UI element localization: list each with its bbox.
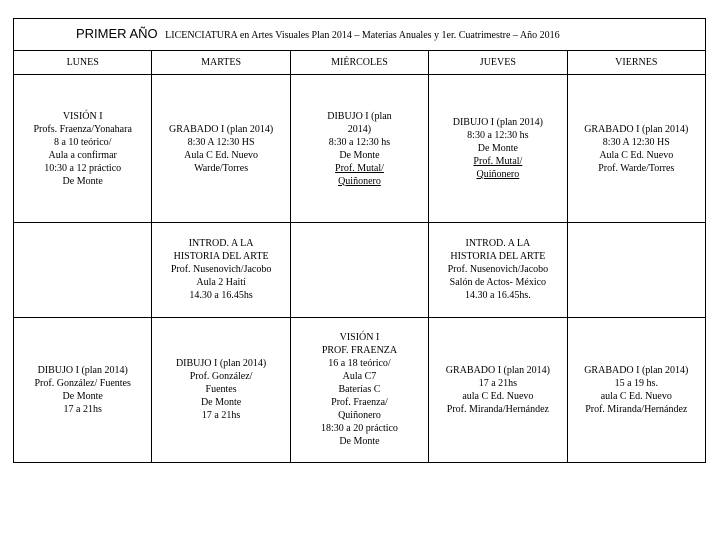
cell-line: Aula 2 Haití — [196, 277, 246, 289]
class-cell-wednesday-afternoon — [290, 222, 428, 317]
cell-line: Aula a confirmar — [48, 149, 117, 161]
cell-line: 8:30 a 12:30 hs — [328, 136, 391, 148]
class-cell-thursday-morning — [429, 75, 567, 222]
cell-line: HISTORIA DEL ARTE — [173, 251, 269, 263]
cell-line: 17 a 21hs — [478, 377, 518, 389]
schedule-row-morning — [14, 75, 706, 222]
cell-line: Prof. González/ Fuentes — [34, 377, 131, 389]
cell-line: Aula C Ed. Nuevo — [184, 149, 259, 161]
schedule-table — [13, 18, 706, 463]
cell-line: DIBUJO I (plan — [327, 110, 392, 122]
class-cell-thursday-afternoon — [429, 222, 567, 317]
cell-line: 18:30 a 20 práctico — [321, 423, 398, 435]
cell-line: Warde/Torres — [194, 162, 249, 174]
class-cell-tuesday-morning — [152, 75, 290, 222]
cell-line: Quiñonero — [338, 410, 381, 422]
day-header-friday: VIERNES — [567, 51, 705, 75]
class-cell-monday-morning — [14, 75, 152, 222]
cell-line: Quiñonero — [338, 175, 381, 187]
schedule-row-afternoon — [14, 222, 706, 317]
cell-line: VISIÓN I — [339, 332, 380, 344]
cell-line: Prof. Fraenza/ — [331, 397, 388, 409]
cell-line: 17 a 21hs — [201, 410, 241, 422]
cell-line: Prof. González/ — [189, 371, 253, 383]
class-cell-friday-afternoon — [567, 222, 705, 317]
cell-line: DIBUJO I (plan 2014) — [452, 117, 543, 129]
cell-line: Prof. Mutal/ — [335, 162, 384, 174]
cell-line: HISTORIA DEL ARTE — [450, 251, 546, 263]
class-cell-friday-morning — [567, 75, 705, 222]
class-cell-wednesday-evening — [290, 317, 428, 462]
cell-line: GRABADO I (plan 2014) — [584, 364, 689, 376]
title-cell — [14, 19, 706, 51]
program-subtitle: LICENCIATURA en Artes Visuales Plan 2014 – Materias Anuales y 1er. Cuatrimestre – Año 2016 — [165, 30, 560, 42]
cell-line: Prof. Nusenovich/Jacobo — [447, 264, 549, 276]
cell-line: Salón de Actos- México — [449, 277, 547, 289]
cell-line: 17 a 21hs — [63, 403, 102, 415]
cell-line: Prof. Warde/Torres — [598, 162, 675, 174]
cell-line: aula C Ed. Nuevo — [462, 390, 534, 402]
day-header-thursday: JUEVES — [429, 51, 567, 75]
cell-line: 2014) — [347, 123, 372, 135]
title-row — [14, 19, 706, 51]
cell-line: Prof. Miranda/Hernández — [446, 403, 549, 415]
cell-line: De Monte — [477, 143, 518, 155]
cell-line: Quiñonero — [476, 169, 520, 181]
cell-line: DIBUJO I (plan 2014) — [37, 364, 128, 376]
cell-line: Prof. Mutal/ — [473, 156, 523, 168]
cell-line: 16 a 18 teórico/ — [328, 358, 391, 370]
cell-line: DIBUJO I (plan 2014) — [175, 358, 267, 370]
cell-line: De Monte — [339, 149, 380, 161]
day-header-tuesday: MARTES — [152, 51, 290, 75]
cell-line: Prof. Nusenovich/Jacobo — [170, 264, 272, 276]
cell-line: GRABADO I (plan 2014) — [445, 364, 550, 376]
class-cell-friday-evening — [567, 317, 705, 462]
cell-line: Prof. Miranda/Hernández — [585, 403, 688, 415]
cell-line: GRABADO I (plan 2014) — [169, 123, 274, 135]
cell-line: 14.30 a 16.45hs. — [464, 290, 531, 302]
cell-line: 10:30 a 12 práctico — [44, 162, 122, 174]
day-header-wednesday: MIÉRCOLES — [290, 51, 428, 75]
schedule-row-evening — [14, 317, 706, 462]
class-cell-tuesday-afternoon — [152, 222, 290, 317]
cell-line: Aula C Ed. Nuevo — [599, 149, 674, 161]
cell-line: aula C Ed. Nuevo — [600, 390, 672, 402]
cell-line: 8:30 a 12:30 hs — [467, 130, 529, 142]
cell-line: 8:30 A 12:30 HS — [187, 136, 255, 148]
cell-line: INTROD. A LA — [465, 238, 531, 250]
cell-line: Baterías C — [338, 384, 381, 396]
class-cell-tuesday-evening — [152, 317, 290, 462]
cell-line: De Monte — [62, 175, 103, 187]
class-cell-thursday-evening — [429, 317, 567, 462]
cell-line: Aula C7 — [342, 371, 377, 383]
cell-line: De Monte — [200, 397, 242, 409]
class-cell-wednesday-morning — [290, 75, 428, 222]
cell-line: Fuentes — [205, 384, 237, 396]
cell-line: GRABADO I (plan 2014) — [584, 123, 689, 135]
cell-line: VISIÓN I — [62, 110, 103, 122]
class-cell-monday-afternoon — [14, 222, 152, 317]
cell-line: INTROD. A LA — [188, 238, 254, 250]
cell-line: 15 a 19 hs. — [614, 377, 658, 389]
cell-line: De Monte — [62, 390, 103, 402]
cell-line: Profs. Fraenza/Yonahara — [33, 123, 132, 135]
day-header-monday: LUNES — [14, 51, 152, 75]
cell-line: De Monte — [339, 436, 380, 448]
cell-line: PROF. FRAENZA — [321, 345, 398, 357]
year-title: PRIMER AÑO — [76, 26, 158, 42]
cell-line: 8 a 10 teórico/ — [53, 136, 112, 148]
class-cell-monday-evening — [14, 317, 152, 462]
cell-line: 8:30 A 12:30 HS — [602, 136, 670, 148]
cell-line: 14.30 a 16.45hs — [189, 290, 253, 302]
days-header-row — [14, 51, 706, 75]
